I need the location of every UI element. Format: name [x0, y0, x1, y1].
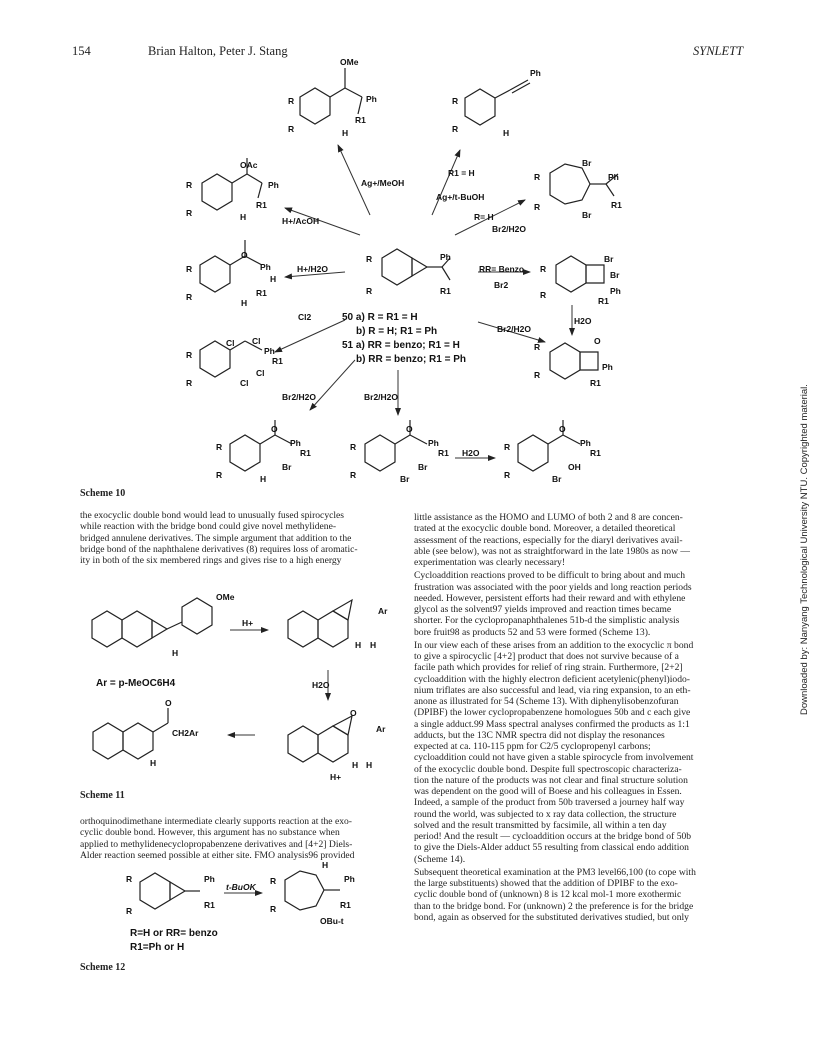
compound-50a: 50 a) R = R1 = H: [342, 312, 418, 323]
page-number: 154: [72, 44, 91, 58]
text-line: bond, again as observed for the substituted derivatives studied, but only: [414, 911, 689, 923]
text-line: of the exocyclic double bond. Despite full spectroscopic characteriza-: [414, 763, 682, 775]
text-line: the large substituents) showed that the addition of DPIBF to the exo-: [414, 878, 678, 889]
label-o: O: [241, 250, 248, 260]
label-h: H: [322, 860, 329, 870]
reagent-br2-h2o: Br2/H2O: [364, 392, 399, 402]
reagent-h-acoh: H+/AcOH: [282, 216, 320, 226]
label-h: H: [342, 128, 349, 138]
label-r: R: [216, 442, 223, 452]
text-line: ity in both of the six membered rings and gives rise to a high energy: [80, 555, 342, 566]
label-ph: Ph: [440, 252, 451, 262]
text-line: anone as illustrated for 54 (Scheme 13). With diphenylisobenzofuran: [414, 696, 679, 707]
reagent-br2-h2o: Br2/H2O: [497, 324, 532, 334]
label-oac: OAc: [240, 160, 258, 170]
label-r: R: [216, 470, 223, 480]
text-line: cyclic double bond of (unknown) 8 is 12 kcal mol-1 more exothermic: [414, 889, 682, 901]
label-r: R: [540, 290, 547, 300]
reagent-h2o: H2O: [574, 316, 592, 326]
label-r1: R1: [272, 356, 283, 366]
text-line: expected at ca. 110-115 ppm for C2/5 cyclopropenyl carbons;: [414, 741, 651, 752]
text-line: period! And the result — cycloaddition occurs at the bridge bond of 50b: [414, 831, 692, 842]
label-cl: Cl: [240, 378, 249, 388]
text-line: shorter. For the cyclopropanaphthalenes 51b-d the simplistic analysis: [414, 615, 680, 627]
compound-51a: 51 a) RR = benzo; R1 = H: [342, 340, 460, 351]
label-r1: R1: [256, 200, 267, 210]
label-br: Br: [610, 270, 620, 280]
label-cl: Cl: [226, 338, 235, 348]
label-r: R: [366, 286, 373, 296]
text-line: orthoquinodimethane intermediate clearly supports reaction at the exo-: [80, 816, 352, 827]
label-h: H: [172, 648, 179, 658]
label-r: R: [186, 180, 193, 190]
label-r: R: [366, 254, 373, 264]
label-obu: OBu-t: [320, 916, 344, 926]
label-r1: R1: [590, 448, 601, 458]
label-r: R: [504, 442, 511, 452]
scheme10-caption: Scheme 10: [80, 488, 126, 499]
label-h: H: [370, 640, 377, 650]
text-line: In our view each of these arises from an addition to the exocyclic π bond: [414, 639, 694, 651]
label-o: O: [559, 424, 566, 434]
label-r: R: [452, 96, 459, 106]
label-r1: R1: [204, 900, 215, 910]
label-r1: R1: [355, 115, 366, 125]
label-r: R: [186, 292, 193, 302]
reagent-br2-h2o: Br2/H2O: [282, 392, 317, 402]
label-r: R: [270, 904, 277, 914]
label-r1: R1: [256, 288, 267, 298]
label-o: O: [271, 424, 278, 434]
label-r: R: [534, 370, 541, 380]
reagent-ag-meoh: Ag+/MeOH: [361, 178, 405, 188]
text-line: cycloaddition could not have given a stable spirocycle from involvement: [414, 752, 694, 764]
label-r: R: [540, 264, 547, 274]
text-line: nium triflates are also successful and lead, via ring expansion, to an eth-: [414, 684, 691, 696]
text-line: (Scheme 14).: [414, 853, 466, 865]
text-line: solved and the result transmitted by facsimile, all within a ten day: [414, 819, 667, 831]
text-line: (DPIBF) the lower cyclopropabenzene homologues 50b and c each give: [414, 707, 691, 719]
label-ome: OMe: [340, 57, 359, 67]
label-o: O: [350, 708, 357, 718]
label-r: R: [350, 470, 357, 480]
text-line: needed. However, persistent efforts had their reward and with ethylene: [414, 592, 686, 604]
label-r1: R1: [438, 448, 449, 458]
label-r: R: [186, 264, 193, 274]
label-h: H: [270, 274, 277, 284]
scheme12-note: R1=Ph or H: [130, 942, 185, 953]
text-line: trated at the exocyclic double bond. Moreover, a detailed theoretical: [414, 523, 676, 535]
text-line: experimentation was clearly necessary!: [414, 557, 566, 568]
right-column-text: [414, 512, 732, 923]
label-r: R: [534, 342, 541, 352]
label-ph: Ph: [260, 262, 271, 272]
label-ph: Ph: [366, 94, 377, 104]
label-r1: R1: [300, 448, 311, 458]
label-r: R: [452, 124, 459, 134]
text-line: Subsequent theoretical examination at the PM3 level66,100 (to cope with: [414, 866, 696, 878]
text-line: a single adduct.99 Mass spectral analyses confirmed the products as 1:1: [414, 718, 690, 730]
text-line: bridged annulene derivatives. The simple argument that addition to the: [80, 532, 352, 544]
label-r1: R1: [440, 286, 451, 296]
label-br: Br: [418, 462, 428, 472]
label-br: Br: [604, 254, 614, 264]
text-line: little assistance as the HOMO and LUMO of both 2 and 8 are concen-: [414, 512, 683, 523]
text-line: tion the nature of the products was not clear and final structure solution: [414, 774, 688, 786]
journal-name: SYNLETT: [693, 44, 744, 58]
label-o: O: [594, 336, 601, 346]
text-line: facile path which provides for relief of ring strain. Furthermore, [2+2]: [414, 662, 683, 674]
text-line: cycloaddition with the highly electron deficient acetylenic(phenyl)iodo-: [414, 673, 690, 685]
compound-50b: b) R = H; R1 = Ph: [356, 326, 438, 337]
label-ph: Ph: [428, 438, 439, 448]
label-r: R: [350, 442, 357, 452]
reagent-rr-benzo: RR= Benzo: [479, 264, 525, 274]
scheme11-caption: Scheme 11: [80, 790, 125, 801]
label-h: H: [366, 760, 373, 770]
left-para2: [80, 816, 392, 861]
label-h-plus: H+: [330, 772, 342, 782]
reagent-h2o: H2O: [312, 680, 330, 690]
label-h: H: [355, 640, 362, 650]
ar-definition: Ar = p-MeOC6H4: [96, 678, 176, 689]
label-br: Br: [552, 474, 562, 484]
label-br: Br: [582, 158, 592, 168]
label-cl: Cl: [252, 336, 261, 346]
text-line: assessment of the reactions, especially for the diaryl derivatives avail-: [414, 534, 683, 546]
reagent-ag-tbuoh: Ag+/t-BuOH: [436, 192, 485, 202]
label-h: H: [241, 298, 248, 308]
reagent-br2: Br2: [494, 280, 509, 290]
label-oh: OH: [568, 462, 581, 472]
label-r: R: [186, 350, 193, 360]
text-line: was dependent on the good will of Boese and his colleagues in Essen.: [414, 786, 682, 797]
reagent-r-h: R= H: [474, 212, 494, 222]
text-line: Alder reaction seemed possible at either site. FMO analysis96 provided: [80, 849, 355, 861]
label-ome: OMe: [216, 592, 235, 602]
reagent-h-plus: H+: [242, 618, 254, 628]
text-line: Indeed, a sample of the product from 50b traversed a journey half way: [414, 797, 685, 809]
label-ar: Ar: [376, 724, 386, 734]
reagent-h2o: H2O: [462, 448, 480, 458]
label-r: R: [534, 172, 541, 182]
scheme12-caption: Scheme 12: [80, 962, 126, 973]
label-ph: Ph: [290, 438, 301, 448]
text-line: frustration was associated with the poor yields and long reaction periods: [414, 581, 692, 593]
label-o: O: [165, 698, 172, 708]
running-authors: Brian Halton, Peter J. Stang: [148, 44, 288, 58]
label-ph: Ph: [530, 68, 541, 78]
text-line: adducts, but the 13C NMR spectra did not display the resonances: [414, 729, 665, 741]
label-ch2ar: CH2Ar: [172, 728, 199, 738]
reagent-tbuok: t-BuOK: [226, 882, 256, 892]
label-r1: R1: [611, 200, 622, 210]
text-line: cyclic double bond. However, this argument has no substance when: [80, 827, 340, 839]
label-ar: Ar: [378, 606, 388, 616]
label-h: H: [150, 758, 157, 768]
label-br: Br: [282, 462, 292, 472]
text-line: bore fruit98 as products 52 and 53 were formed (Scheme 13).: [414, 626, 651, 638]
label-ph: Ph: [264, 346, 275, 356]
label-ph: Ph: [204, 874, 215, 884]
download-notice: Downloaded by: Nanyang Technological University NTU. Copyrighted material.: [799, 384, 810, 715]
text-line: to give a spirocyclic [4+2] product that does not survive because of a: [414, 651, 679, 662]
reagent-cl2: Cl2: [298, 312, 312, 322]
label-cl: Cl: [256, 368, 265, 378]
reagent-h-h2o: H+/H2O: [297, 264, 328, 274]
text-line: round the world, was subjected to x ray data collection, the structure: [414, 808, 677, 820]
label-r: R: [288, 96, 295, 106]
label-o: O: [406, 424, 413, 434]
label-ph: Ph: [344, 874, 355, 884]
label-h: H: [240, 212, 247, 222]
label-r: R: [504, 470, 511, 480]
text-line: glycol as the solvent97 yields improved and reaction times became: [414, 604, 672, 615]
label-h: H: [352, 760, 359, 770]
compound-51b: b) RR = benzo; R1 = Ph: [356, 354, 467, 365]
label-br: Br: [582, 210, 592, 220]
label-h: H: [260, 474, 267, 484]
text-line: able (see below), was not as straightforward in the late 1980s as now —: [414, 545, 691, 557]
text-line: applied to methylidenecyclopropabenzene derivatives and [4+2] Diels-: [80, 838, 353, 850]
label-ph: Ph: [608, 172, 619, 182]
label-ph: Ph: [580, 438, 591, 448]
label-r: R: [186, 208, 193, 218]
label-r: R: [288, 124, 295, 134]
label-ph: Ph: [610, 286, 621, 296]
label-ph: Ph: [268, 180, 279, 190]
label-h: H: [503, 128, 510, 138]
text-line: to give the Diels-Alder adduct 55 resulting from classical endo addition: [414, 842, 689, 854]
text-line: Cycloaddition reactions proved to be difficult to bring about and much: [414, 570, 686, 582]
label-r: R: [534, 202, 541, 212]
label-r: R: [186, 378, 193, 388]
text-line: bridge bond of the naphthalene derivatives (8) requires loss of aromatic-: [80, 543, 358, 555]
text-line: while reaction with the bridge bond could give novel methylidene-: [80, 521, 337, 533]
label-br: Br: [400, 474, 410, 484]
label-ph: Ph: [602, 362, 613, 372]
label-r1: R1: [598, 296, 609, 306]
reagent-r1-h: R1 = H: [448, 168, 475, 178]
label-r: R: [270, 876, 277, 886]
label-r: R: [126, 874, 133, 884]
label-r1: R1: [590, 378, 601, 388]
label-r1: R1: [340, 900, 351, 910]
left-para1: [80, 510, 392, 566]
label-r: R: [126, 906, 133, 916]
reagent-br2-h2o: Br2/H2O: [492, 224, 527, 234]
scheme12-note: R=H or RR= benzo: [130, 928, 218, 939]
text-line: the exocyclic double bond would lead to unusually fused spirocycles: [80, 510, 345, 521]
text-line: than to the bridge bond. For (unknown) 2 the preference is for the bridge: [414, 900, 694, 912]
